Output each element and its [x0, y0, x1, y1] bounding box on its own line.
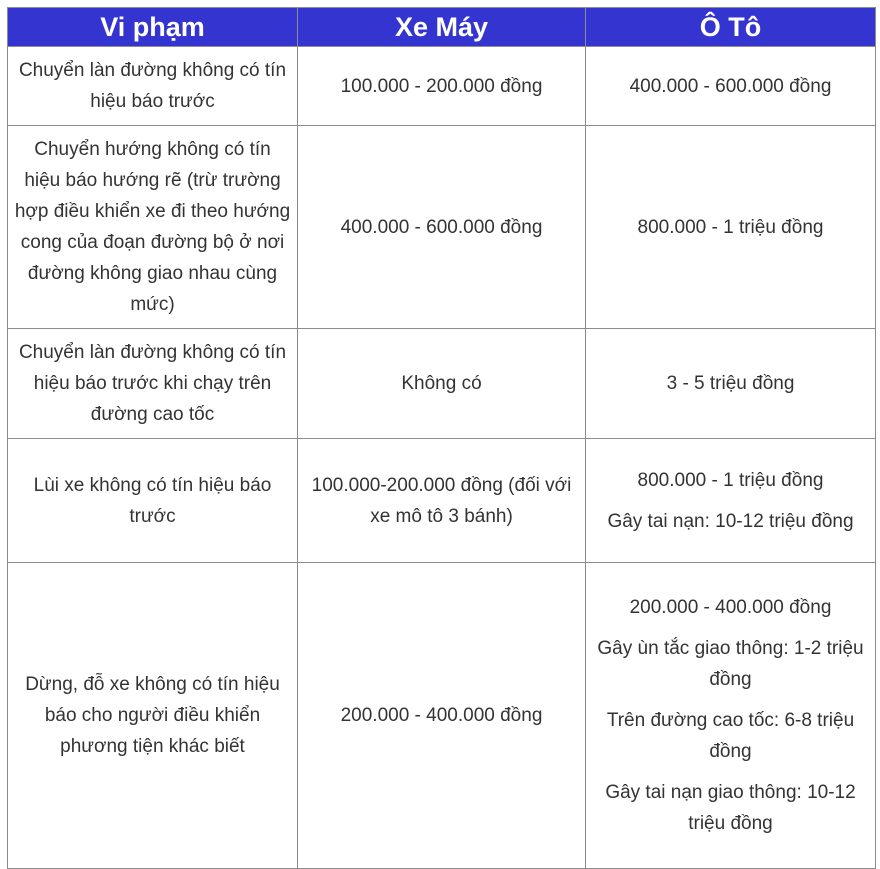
table-row: [8, 126, 876, 329]
car-fine-cell: [586, 563, 876, 869]
violation-cell: Chuyển hướng không có tín hiệu báo hướng rẽ (trừ trường hợp điều khiển xe đi theo hướng cong của đoạn đường bộ ở nơi đường không giao nhau cùng mức): [8, 126, 298, 329]
violation-cell: Chuyển làn đường không có tín hiệu báo trước: [8, 47, 298, 126]
table-row: [8, 439, 876, 563]
table-row: [8, 563, 876, 869]
motorbike-fine-cell: 100.000 - 200.000 đồng: [298, 47, 586, 126]
violation-cell: Dừng, đỗ xe không có tín hiệu báo cho người điều khiển phương tiện khác biết: [8, 563, 298, 869]
car-fine-line: 200.000 - 400.000 đồng: [629, 597, 832, 618]
car-fine-cell: [586, 439, 876, 563]
motorbike-fine-cell: 100.000-200.000 đồng (đối với xe mô tô 3 bánh): [298, 439, 586, 563]
car-fine-line: 800.000 - 1 triệu đồng: [637, 469, 824, 491]
car-fine-line: Trên đường cao tốc: 6-8 triệu đồng: [606, 710, 855, 762]
violation-cell: Chuyển làn đường không có tín hiệu báo trước khi chạy trên đường cao tốc: [8, 329, 298, 439]
car-fine-line: 800.000 - 1 triệu đồng: [637, 216, 824, 238]
header-car: Ô Tô: [586, 8, 876, 47]
header-motorbike: Xe Máy: [298, 8, 586, 47]
violation-cell: Lùi xe không có tín hiệu báo trước: [8, 439, 298, 563]
motorbike-fine-cell: 400.000 - 600.000 đồng: [298, 126, 586, 329]
car-fine-line: 400.000 - 600.000 đồng: [629, 75, 832, 97]
car-fine-cell: [586, 126, 876, 329]
fines-table: [7, 7, 876, 869]
table-row: [8, 329, 876, 439]
car-fine-cell: [586, 329, 876, 439]
motorbike-fine-cell: 200.000 - 400.000 đồng: [298, 563, 586, 869]
car-fine-line: 3 - 5 triệu đồng: [666, 373, 795, 394]
header-violation: Vi phạm: [8, 8, 298, 47]
header-row: [8, 8, 876, 47]
motorbike-fine-cell: Không có: [298, 329, 586, 439]
car-fine-line: Gây tai nạn giao thông: 10-12 triệu đồng: [605, 782, 856, 834]
car-fine-line: Gây tai nạn: 10-12 triệu đồng: [607, 510, 854, 532]
table-row: [8, 47, 876, 126]
car-fine-cell: [586, 47, 876, 126]
car-fine-line: Gây ùn tắc giao thông: 1-2 triệu đồng: [597, 638, 864, 690]
